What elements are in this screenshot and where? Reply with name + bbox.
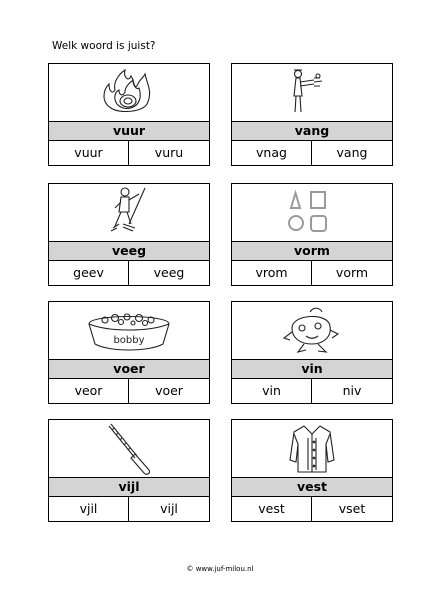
boy-catching-icon	[232, 64, 392, 120]
word-card-vest	[231, 419, 393, 522]
word-label: veeg	[49, 241, 209, 261]
option-right[interactable]: vorm	[335, 265, 369, 280]
word-label: vang	[232, 121, 392, 141]
option-left[interactable]: vuur	[49, 141, 129, 165]
answer-options	[232, 141, 392, 165]
boy-sweeping-icon	[49, 184, 209, 240]
word-card-vorm	[231, 183, 393, 286]
option-left[interactable]: vest	[232, 497, 312, 521]
word-card-vijl	[48, 419, 210, 522]
fish-icon	[232, 302, 392, 358]
vest-icon	[232, 420, 392, 476]
word-label: voer	[49, 359, 209, 379]
fire-icon	[49, 64, 209, 120]
footer-credit: © www.juf-milou.nl	[186, 565, 254, 573]
option-right[interactable]: vset	[338, 501, 366, 516]
page-title: Welk woord is juist?	[52, 40, 156, 52]
dog-bowl-icon	[49, 302, 209, 358]
option-right[interactable]: vuru	[154, 145, 184, 160]
option-left[interactable]: geev	[49, 261, 129, 285]
option-left[interactable]: vin	[232, 379, 312, 403]
word-label: vorm	[232, 241, 392, 261]
word-card-vin	[231, 301, 393, 404]
word-card-veeg	[48, 183, 210, 286]
word-label: vin	[232, 359, 392, 379]
word-label: vijl	[49, 477, 209, 497]
option-left[interactable]: vnag	[232, 141, 312, 165]
answer-options	[232, 379, 392, 403]
option-right[interactable]: vijl	[160, 501, 178, 516]
option-left[interactable]: veor	[49, 379, 129, 403]
answer-options	[49, 379, 209, 403]
option-left[interactable]: vrom	[232, 261, 312, 285]
word-label: vest	[232, 477, 392, 497]
shapes-icon	[232, 184, 392, 240]
option-left[interactable]: vjil	[49, 497, 129, 521]
option-right[interactable]: vang	[336, 145, 368, 160]
answer-options	[232, 497, 392, 521]
word-card-vuur	[48, 63, 210, 166]
word-card-voer	[48, 301, 210, 404]
option-right[interactable]: voer	[155, 383, 183, 398]
answer-options	[49, 497, 209, 521]
bowl-label: bobby	[113, 335, 145, 346]
option-right[interactable]: veeg	[153, 265, 185, 280]
file-tool-icon	[49, 420, 209, 476]
answer-options	[232, 261, 392, 285]
word-label: vuur	[49, 121, 209, 141]
answer-options	[49, 141, 209, 165]
answer-options	[49, 261, 209, 285]
word-card-vang	[231, 63, 393, 166]
option-right[interactable]: niv	[342, 383, 362, 398]
